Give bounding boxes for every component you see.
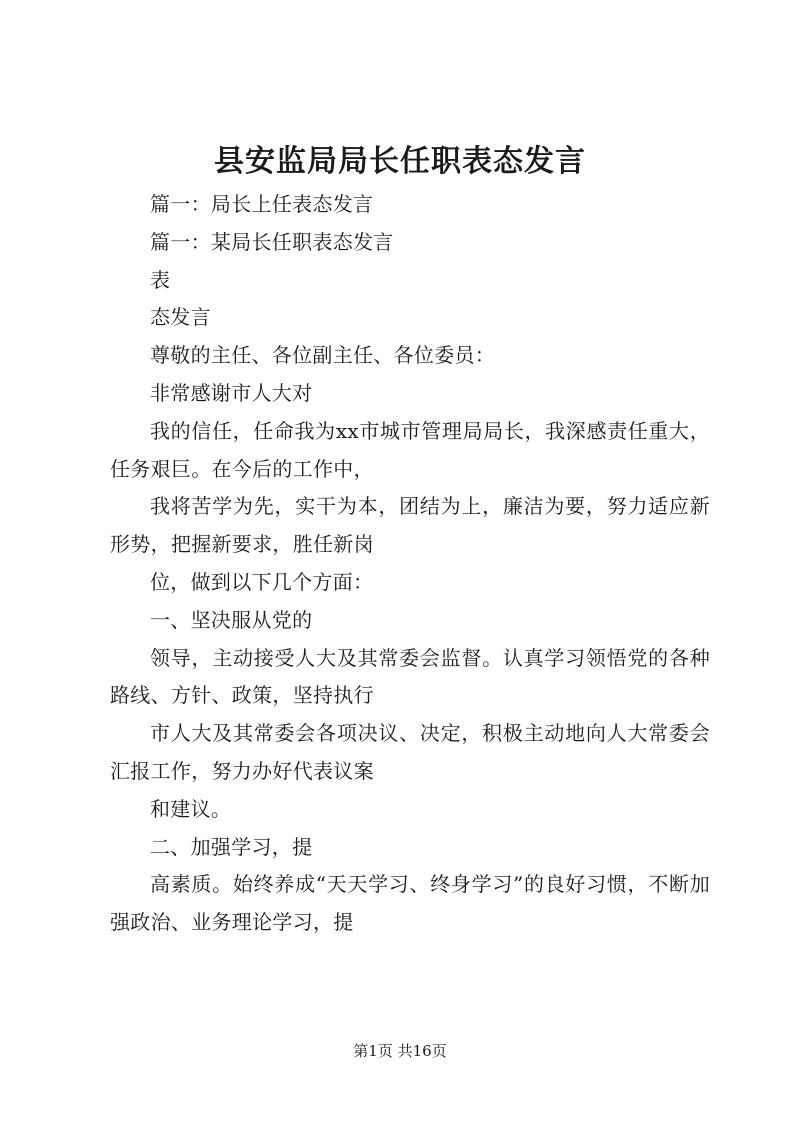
document-body: [110, 186, 710, 942]
paragraph: 态发言: [150, 305, 211, 330]
paragraph: 和建议。: [150, 796, 232, 821]
paragraph: 篇一：某局长任职表态发言: [150, 229, 394, 254]
paragraph: 位，做到以下几个方面：: [150, 569, 374, 594]
paragraph: 市人大及其常委会各项决议、决定，积极主动地向人大常委会汇报工作，努力办好代表议案: [110, 721, 710, 783]
paragraph: 二、加强学习，提: [150, 834, 313, 859]
paragraph: 非常感谢市人大对: [150, 380, 313, 405]
paragraph: 高素质。始终养成“天天学习、终身学习”的良好习惯，不断加强政治、业务理论学习，提: [110, 872, 710, 935]
paragraph: 尊敬的主任、各位副主任、各位委员：: [150, 343, 496, 368]
document-title: 县安监局局长任职表态发言: [214, 144, 586, 179]
paragraph: 篇一：局长上任表态发言: [150, 192, 374, 216]
page-footer: 第1页 共16页: [353, 1042, 447, 1060]
paragraph: 我将苦学为先，实干为本，团结为上，廉洁为要，努力适应新形势，把握新要求，胜任新岗: [110, 494, 710, 557]
paragraph: 领导，主动接受人大及其常委会监督。认真学习领悟党的各种路线、方针、政策，坚持执行: [110, 645, 710, 708]
paragraph: 表: [150, 267, 171, 292]
paragraph: 一、坚决服从党的: [150, 607, 313, 632]
paragraph: 我的信任，任命我为xx市城市管理局局长，我深感责任重大，任务艰巨。在今后的工作中，: [110, 418, 710, 481]
